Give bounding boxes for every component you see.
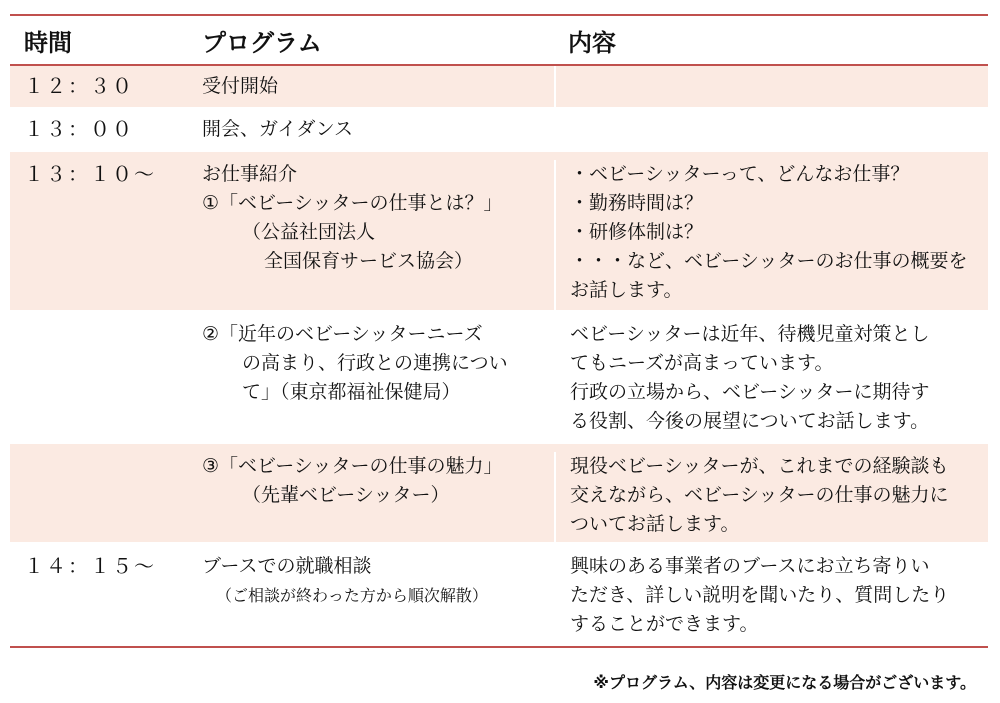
program-line: 全国保育サービス協会） — [264, 250, 474, 272]
row-program — [194, 552, 554, 646]
table-header — [10, 16, 988, 64]
content-line: てもニーズが高まっています。 — [570, 352, 834, 374]
header-content: 内容 — [568, 28, 616, 57]
program-line: （先輩ベビーシッター） — [242, 484, 450, 506]
content-line: 行政の立場から、ベビーシッターに期待す — [570, 381, 930, 403]
row-content — [554, 109, 988, 150]
row-content — [554, 452, 988, 542]
row-time: １３：００ — [24, 117, 134, 141]
schedule-table — [10, 14, 988, 648]
table-row — [10, 442, 988, 542]
content-line: ・・・など、ベビーシッターのお仕事の概要を — [570, 250, 968, 272]
program-line: 開会、ガイダンス — [202, 118, 354, 140]
row-time — [10, 452, 194, 542]
table-row — [10, 310, 988, 442]
content-line: 交えながら、ベビーシッターの仕事の魅力に — [570, 484, 949, 506]
table-row — [10, 107, 988, 150]
program-line: （公益社団法人 — [242, 221, 376, 243]
row-time — [10, 320, 194, 442]
row-content — [554, 320, 988, 442]
content-line: 興味のある事業者のブースにお立ち寄りい — [570, 555, 930, 577]
program-line: ブースでの就職相談 — [202, 555, 372, 577]
row-program — [194, 320, 554, 442]
row-program — [194, 115, 554, 144]
row-content — [554, 66, 988, 107]
program-line: ③「ベビーシッターの仕事の魅力」 — [202, 455, 503, 477]
content-line: ・勤務時間は？ — [570, 192, 704, 214]
row-program — [194, 160, 554, 310]
row-content — [554, 160, 988, 310]
content-line: ついてお話します。 — [570, 513, 740, 535]
content-line: お話します。 — [570, 279, 683, 301]
header-time: 時間 — [24, 28, 72, 57]
row-content — [554, 552, 988, 646]
bottom-rule — [10, 646, 988, 648]
content-line: る役割、今後の展望についてお話します。 — [570, 410, 930, 432]
program-line: て」（東京都福祉保健局） — [242, 381, 461, 403]
content-line: ただき、詳しい説明を聞いたり、質問したり — [570, 584, 950, 606]
row-time: １４：１５～ — [24, 554, 156, 578]
program-line: お仕事紹介 — [202, 163, 298, 185]
table-row — [10, 542, 988, 646]
row-program — [194, 452, 554, 542]
table-row — [10, 66, 988, 107]
content-line: することができます。 — [570, 613, 759, 635]
table-row — [10, 150, 988, 310]
program-line: ①「ベビーシッターの仕事とは？」 — [202, 192, 503, 214]
header-program: プログラム — [202, 28, 322, 57]
row-time: １２：３０ — [24, 74, 134, 98]
program-line: 受付開始 — [202, 75, 279, 97]
content-line: ・研修体制は？ — [570, 221, 704, 243]
row-program — [194, 72, 554, 101]
row-time: １３：１０～ — [24, 162, 156, 186]
footnote: ※プログラム、内容は変更になる場合がございます。 — [593, 673, 976, 692]
content-line: 現役ベビーシッターが、これまでの経験談も — [570, 455, 949, 477]
program-line: （ご相談が終わった方から順次解散） — [216, 586, 488, 605]
content-line: ・ベビーシッターって、どんなお仕事？ — [570, 163, 910, 185]
program-line: ②「近年のベビーシッターニーズ — [202, 323, 483, 345]
program-line: の高まり、行政との連携につい — [242, 352, 508, 374]
content-line: ベビーシッターは近年、待機児童対策とし — [570, 323, 930, 345]
